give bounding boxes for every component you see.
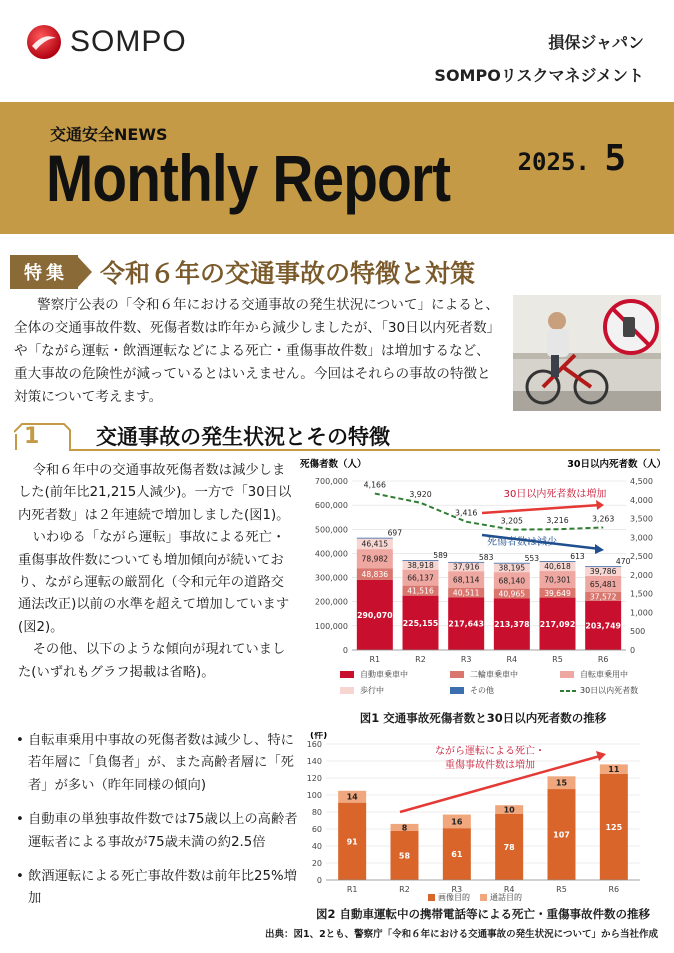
chart-2-xtick: R6 [608, 885, 620, 894]
chart-1-arrowhead-up [596, 500, 604, 510]
chart-2-data-label: 91 [346, 837, 358, 847]
chart-2-ytick: 120 [306, 774, 322, 783]
body-paragraph-3: その他、以下のような傾向が現れていました(いずれもグラフ掲載は省略)。 [18, 642, 286, 680]
chart-1-bar-segment [448, 562, 484, 563]
chart-2-xtick: R4 [503, 885, 515, 894]
chart-2-data-label: 16 [451, 817, 463, 827]
banner-bottom-stripe [0, 226, 674, 234]
chart-1-data-label: 38,918 [407, 560, 434, 570]
issue-date [518, 138, 626, 179]
bullet-list [16, 730, 298, 923]
chart-1-legend-swatch [450, 687, 464, 694]
chart-1-ylabel: 死傷者数（人） [300, 459, 367, 470]
feature-title: 令和６年の交通事故の特徴と対策 [100, 259, 476, 288]
chart-1-data-label: 37,916 [452, 562, 480, 572]
chart-2-data-label: 58 [398, 851, 411, 861]
chart-1-line-label: 4,166 [363, 480, 386, 490]
chart-2-data-label: 61 [451, 850, 463, 860]
chart-2-data-label: 78 [503, 842, 515, 852]
banner-top-stripe [0, 102, 674, 118]
chart-1-data-label: 470 [615, 557, 631, 567]
chart-casualties [300, 455, 666, 730]
chart-1-ytick: 500,000 [314, 525, 348, 535]
chart-2-data-label: 125 [605, 822, 623, 832]
issue-month: 5 [604, 138, 626, 179]
chart-1-data-label: 37,572 [589, 592, 617, 602]
logo-text: SOMPO [70, 25, 187, 58]
chart-2-annotation-line-1: ながら運転による死亡・ [435, 746, 545, 757]
source-note: 出典：図1、2とも、警察庁「令和６年における交通事故の発生状況について」から当社作成 [264, 929, 658, 940]
chart-1-legend-label: 30日以内死者数 [580, 686, 639, 695]
chart-1-data-label: 66,137 [407, 573, 434, 583]
chart-2-data-label: 11 [608, 765, 620, 775]
chart-1-legend-swatch [340, 671, 354, 678]
chart-1-xtick: R4 [506, 655, 518, 664]
chart-1-data-label: 68,114 [452, 575, 480, 585]
chart-1-annotation-down: 死傷者数は減少 [487, 537, 557, 548]
chart-1-legend-label: 歩行中 [360, 686, 384, 695]
chart-1-y2tick: 2,000 [630, 570, 653, 580]
company-line-2: SOMPOリスクマネジメント [434, 66, 644, 85]
chart-phone-accidents [300, 732, 666, 922]
chart-2-xtick: R5 [556, 885, 567, 894]
chart-1-y2tick: 1,500 [630, 589, 653, 599]
chart-1-y2tick: 2,500 [630, 552, 653, 562]
chart-1-data-label: 553 [524, 553, 540, 563]
bullet-item-2: • 自動車の単独事故件数では75歳以上の高齢者運転者による事故が75歳未満の約2.5倍 [16, 809, 298, 854]
chart-2-ytick: 0 [316, 876, 322, 885]
chart-1-annotation-up: 30日以内死者数は増加 [503, 489, 607, 500]
chart-1-data-label: 290,070 [357, 610, 393, 620]
chart-2-ytick: 60 [311, 825, 322, 834]
chart-1-data-label: 38,195 [498, 563, 526, 573]
feature-arrow-icon [78, 257, 92, 287]
chart-1-data-label: 65,481 [589, 579, 617, 589]
feature-tag: 特集 [10, 255, 78, 289]
section-number: 1 [24, 424, 40, 449]
chart-1-data-label: 217,643 [448, 619, 484, 629]
body-paragraph-1: 令和６年中の交通事故死傷者数は減少しました(前年比21,215人減少)。一方で「30日以内死者数」は２年連続で増加しました(図1)。 [18, 463, 292, 523]
chart-2-legend-label: 通話目的 [490, 893, 522, 902]
chart-1-data-label: 697 [387, 528, 403, 538]
chart-1-ytick: 300,000 [314, 573, 348, 583]
chart-1-data-label: 70,301 [544, 575, 571, 585]
chart-2-xtick: R1 [346, 885, 358, 894]
chart-1-data-label: 40,965 [498, 589, 526, 599]
chart-1-line-label: 3,263 [592, 514, 615, 524]
chart-2-xtick: R3 [451, 885, 463, 894]
chart-1-arrowhead-down [595, 544, 604, 554]
chart-1-line-label: 3,920 [409, 489, 432, 499]
chart-1-bar-segment [540, 561, 576, 562]
chart-1-data-label: 41,516 [407, 586, 434, 596]
chart-1-legend-swatch [340, 687, 354, 694]
chart-1-y2tick: 4,500 [630, 477, 653, 486]
cyclist-phone-photo [513, 295, 661, 411]
chart-1-data-label: 589 [433, 551, 448, 561]
chart-1-ytick: 700,000 [314, 477, 348, 486]
chart-2-ytick: 80 [311, 808, 322, 817]
chart-2-legend-swatch [428, 894, 435, 901]
body-paragraph-2: いわゆる「ながら運転」事故による死亡・重傷事故件数についても増加傾向が続いており、ながら運転の厳罰化（令和元年の道路交通法改正)以前の水準を超えて増加しています(図2)。 [18, 530, 290, 635]
chart-2-caption: 図2 自動車運転中の携帯電話等による死亡・重傷事故件数の推移 [315, 907, 650, 921]
chart-1-line-label: 3,416 [455, 508, 478, 518]
chart-2-xtick: R2 [399, 885, 410, 894]
chart-1-data-label: 583 [478, 552, 494, 562]
chart-1-data-label: 78,982 [361, 554, 389, 564]
chart-1-xtick: R6 [597, 655, 609, 664]
chart-2-ytick: 140 [306, 757, 322, 766]
chart-1-bar-segment [585, 566, 621, 567]
chart-1-y2tick: 4,000 [630, 495, 653, 505]
chart-1-legend-label: 自動車乗車中 [360, 670, 408, 679]
chart-1-data-label: 68,140 [498, 576, 526, 586]
chart-1-data-label: 217,092 [539, 619, 576, 629]
chart-1-data-label: 39,649 [544, 588, 571, 598]
chart-1-legend-label: 自転車乗用中 [580, 670, 628, 679]
chart-1-ytick: 200,000 [314, 597, 348, 607]
page-title: Monthly Report [46, 141, 451, 215]
chart-1-ytick: 100,000 [314, 621, 348, 631]
intro-paragraph: 警察庁公表の「令和６年における交通事故の発生状況について」によると、全体の交通事故件数、死傷者数は昨年から減少しましたが、「30日以内死者数」や「ながら運転・飲酒運転などによる死亡・重傷事故件数」は増加するなど、重大事故の危険性が減っているとはいえません。今回はそれらの事故の特徴と対策について考えます。 [14, 297, 500, 405]
chart-1-legend-swatch [450, 671, 464, 678]
chart-1-xtick: R3 [460, 655, 472, 664]
chart-2-ytick: 100 [306, 791, 322, 800]
chart-2-legend-label: 画像目的 [438, 893, 470, 902]
chart-1-data-label: 613 [570, 552, 585, 562]
chart-1-bar-segment [403, 560, 439, 561]
chart-1-legend-label: その他 [470, 686, 494, 695]
chart-2-data-label: 15 [555, 778, 568, 788]
chart-1-data-label: 225,155 [402, 618, 439, 628]
chart-2-ytick: 160 [306, 740, 322, 749]
chart-1-data-label: 39,786 [589, 567, 617, 577]
chart-1-y2tick: 1,000 [630, 608, 653, 618]
chart-2-ytick: 40 [311, 842, 322, 851]
bullet-item-3: • 飲酒運転による死亡事故件数は前年比25%増加 [16, 866, 298, 911]
chart-1-xtick: R5 [552, 655, 563, 664]
chart-1-y2tick: 3,000 [630, 533, 653, 543]
section-title: 交通事故の発生状況とその特徴 [96, 425, 390, 449]
section-heading [14, 420, 660, 452]
chart-2-data-label: 14 [346, 792, 358, 802]
news-label: 交通安全NEWS [50, 125, 168, 144]
chart-2-data-label: 10 [503, 805, 515, 815]
chart-1-ytick: 600,000 [314, 501, 348, 511]
chart-2-arrowhead [596, 751, 606, 761]
chart-1-data-label: 213,378 [494, 620, 530, 630]
issue-year: 2025. [517, 148, 590, 176]
chart-1-bar-segment [494, 563, 530, 564]
chart-1-ytick: 400,000 [314, 549, 348, 559]
chart-1-data-label: 203,749 [585, 621, 621, 631]
chart-2-data-label: 8 [401, 823, 408, 833]
company-line-1: 損保ジャパン [548, 33, 644, 52]
chart-1-y2tick: 500 [630, 627, 646, 637]
chart-1-data-label: 48,836 [361, 570, 389, 580]
chart-1-y2tick: 3,500 [630, 514, 653, 524]
bullet-item-1: • 自転車乗用中事故の死傷者数は減少し、特に若年層に「負傷者」が、また高齢者層に「死者」が多い（昨年同様の傾向) [16, 730, 298, 797]
sompo-logo-mark-icon [26, 24, 62, 60]
company-names [434, 26, 644, 92]
chart-1-xtick: R1 [369, 655, 381, 664]
chart-1-xtick: R2 [415, 655, 426, 664]
chart-1-caption: 図1 交通事故死傷者数と30日以内死者数の推移 [359, 711, 607, 725]
sompo-logo [26, 24, 187, 60]
chart-2-ytick: 20 [311, 859, 322, 868]
section-body [18, 460, 294, 684]
chart-1-data-label: 40,618 [544, 562, 571, 572]
chart-2-ylabel: (件) [310, 732, 328, 741]
chart-1-line-label: 3,216 [546, 516, 569, 526]
chart-1-legend-label: 二輪車乗車中 [470, 670, 518, 679]
chart-1-ytick: 0 [342, 646, 348, 655]
chart-1-y2label: 30日以内死者数（人） [567, 459, 666, 470]
chart-1-y2tick: 0 [630, 646, 636, 655]
chart-2-legend-swatch [480, 894, 487, 901]
chart-1-legend-swatch [560, 671, 574, 678]
chart-1-bar-segment [357, 538, 393, 539]
chart-2-data-label: 107 [553, 830, 570, 840]
chart-1-data-label: 46,415 [361, 539, 389, 549]
chart-1-arrow-up [482, 505, 600, 513]
chart-1-line-label: 3,205 [500, 516, 523, 526]
chart-1-data-label: 40,511 [452, 588, 480, 598]
feature-heading [10, 254, 475, 290]
chart-2-annotation-line-2: 重傷事故件数は増加 [445, 760, 535, 771]
